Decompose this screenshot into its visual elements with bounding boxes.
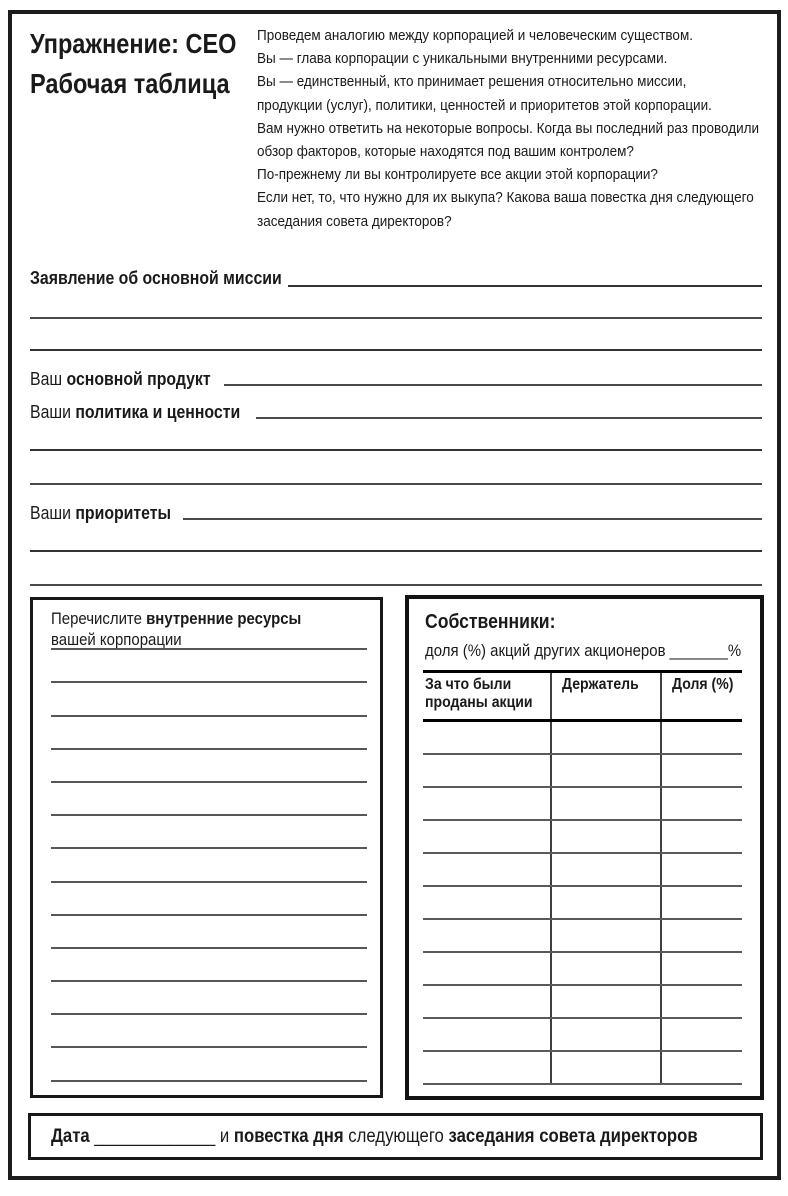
table-row <box>423 986 742 1019</box>
table-cell-share <box>662 953 742 984</box>
table-row <box>423 854 742 887</box>
resource-fill-line <box>51 849 367 882</box>
field-label-policy: Ваши политика и ценности <box>30 402 241 422</box>
intro-line: заседания совета директоров? <box>257 212 452 230</box>
worksheet-title <box>30 24 260 104</box>
table-cell-holder <box>552 986 662 1017</box>
resource-fill-line <box>51 883 367 916</box>
table-header-cell-share: Доля (%) <box>672 676 734 693</box>
owners-table <box>423 670 742 1085</box>
footer-segment: Дата <box>51 1125 95 1147</box>
resource-fill-line <box>51 1015 367 1048</box>
table-row <box>423 920 742 953</box>
footer-segment: и <box>219 1125 234 1147</box>
table-cell-reason <box>423 986 552 1017</box>
priorities-fill-line <box>30 550 762 552</box>
title-line-2: Рабочая таблица <box>30 68 230 99</box>
table-cell-share <box>662 986 742 1017</box>
table-cell-share <box>662 854 742 885</box>
table-cell-share <box>662 1019 742 1050</box>
owners-table-header <box>423 670 742 722</box>
table-row <box>423 788 742 821</box>
footer-segment: следующего <box>343 1125 449 1147</box>
intro-line: Если нет, то, что нужно для их выкупа? Какова ваша повестка дня следующего <box>257 189 754 207</box>
resource-fill-line <box>51 916 367 949</box>
resources-lines <box>51 617 367 1082</box>
table-row <box>423 755 742 788</box>
table-cell-share <box>662 1052 742 1083</box>
intro-paragraph <box>257 24 777 233</box>
table-cell-holder <box>552 953 662 984</box>
field-label-mission: Заявление об основной миссии <box>30 268 282 288</box>
resource-fill-line <box>51 982 367 1015</box>
policy-fill-line <box>30 449 762 451</box>
intro-line: По-прежнему ли вы контролируете все акции этой корпорации? <box>257 166 658 184</box>
product-fill-line <box>224 384 762 386</box>
resource-fill-line <box>51 750 367 783</box>
footer-segment: _____________ <box>94 1125 220 1147</box>
table-cell-holder <box>552 1019 662 1050</box>
mission-fill-line <box>288 285 762 287</box>
table-cell-share <box>662 821 742 852</box>
table-cell-holder <box>552 788 662 819</box>
resource-fill-line <box>51 783 367 816</box>
table-cell-reason <box>423 788 552 819</box>
table-cell-reason <box>423 953 552 984</box>
resource-fill-line <box>51 816 367 849</box>
intro-line: обзор факторов, которые находятся под вашим контролем? <box>257 143 634 161</box>
table-cell-holder <box>552 722 662 753</box>
intro-line: продукции (услуг), политики, ценностей и приоритетов этой корпорации. <box>257 96 712 114</box>
footer-segment: повестка дня <box>233 1125 344 1147</box>
footer-text <box>51 1126 698 1148</box>
intro-line: Вам нужно ответить на некоторые вопросы. Когда вы последний раз проводили <box>257 119 760 137</box>
table-cell-holder <box>552 854 662 885</box>
table-cell-reason <box>423 920 552 951</box>
table-cell-reason <box>423 854 552 885</box>
table-cell-reason <box>423 1019 552 1050</box>
field-label-product: Ваш основной продукт <box>30 369 211 389</box>
priorities-fill-line <box>183 518 762 520</box>
table-row <box>423 722 742 755</box>
mission-fill-line <box>30 317 762 319</box>
resource-fill-line <box>51 617 367 650</box>
table-row <box>423 821 742 854</box>
table-cell-reason <box>423 1052 552 1083</box>
resources-box <box>30 597 383 1098</box>
table-cell-holder <box>552 1052 662 1083</box>
table-cell-share <box>662 920 742 951</box>
priorities-fill-line <box>30 584 762 586</box>
table-row <box>423 1052 742 1085</box>
intro-line: Вы — глава корпорации с уникальными внутренними ресурсами. <box>257 50 668 68</box>
owners-heading: Собственники: <box>425 611 556 633</box>
title-line-1: Упражнение: CEO <box>30 28 237 59</box>
mission-fill-line <box>30 349 762 351</box>
footer-segment: заседания совета директоров <box>448 1125 698 1147</box>
table-header-cell-holder: Держатель <box>552 673 662 719</box>
table-header-cell-reason: За что были проданы акции <box>423 673 552 719</box>
table-cell-holder <box>552 755 662 786</box>
intro-line: Вы — единственный, кто принимает решения относительно миссии, <box>257 73 687 91</box>
table-cell-reason <box>423 755 552 786</box>
share-percent-line: доля (%) акций других акционеров _______% <box>425 641 742 660</box>
resource-fill-line <box>51 949 367 982</box>
table-cell-holder <box>552 887 662 918</box>
policy-fill-line <box>256 417 762 419</box>
table-cell-reason <box>423 887 552 918</box>
resource-fill-line <box>51 717 367 750</box>
table-cell-share <box>662 722 742 753</box>
policy-fill-line <box>30 483 762 485</box>
field-label-priorities: Ваши приоритеты <box>30 503 172 523</box>
owners-table-body <box>423 722 742 1085</box>
table-cell-share <box>662 887 742 918</box>
table-row <box>423 953 742 986</box>
resource-fill-line <box>51 683 367 716</box>
table-cell-share <box>662 755 742 786</box>
table-cell-share <box>662 788 742 819</box>
resource-fill-line <box>51 1048 367 1081</box>
resource-fill-line <box>51 650 367 683</box>
table-cell-reason <box>423 821 552 852</box>
table-row <box>423 887 742 920</box>
table-cell-reason <box>423 722 552 753</box>
resources-label: Перечислите внутренние ресурсы вашей корпорации <box>51 609 302 649</box>
intro-line: Проведем аналогию между корпорацией и человеческим существом. <box>257 27 693 44</box>
footer-box <box>28 1113 763 1160</box>
owners-box <box>405 595 764 1100</box>
table-cell-holder <box>552 821 662 852</box>
table-row <box>423 1019 742 1052</box>
table-cell-holder <box>552 920 662 951</box>
